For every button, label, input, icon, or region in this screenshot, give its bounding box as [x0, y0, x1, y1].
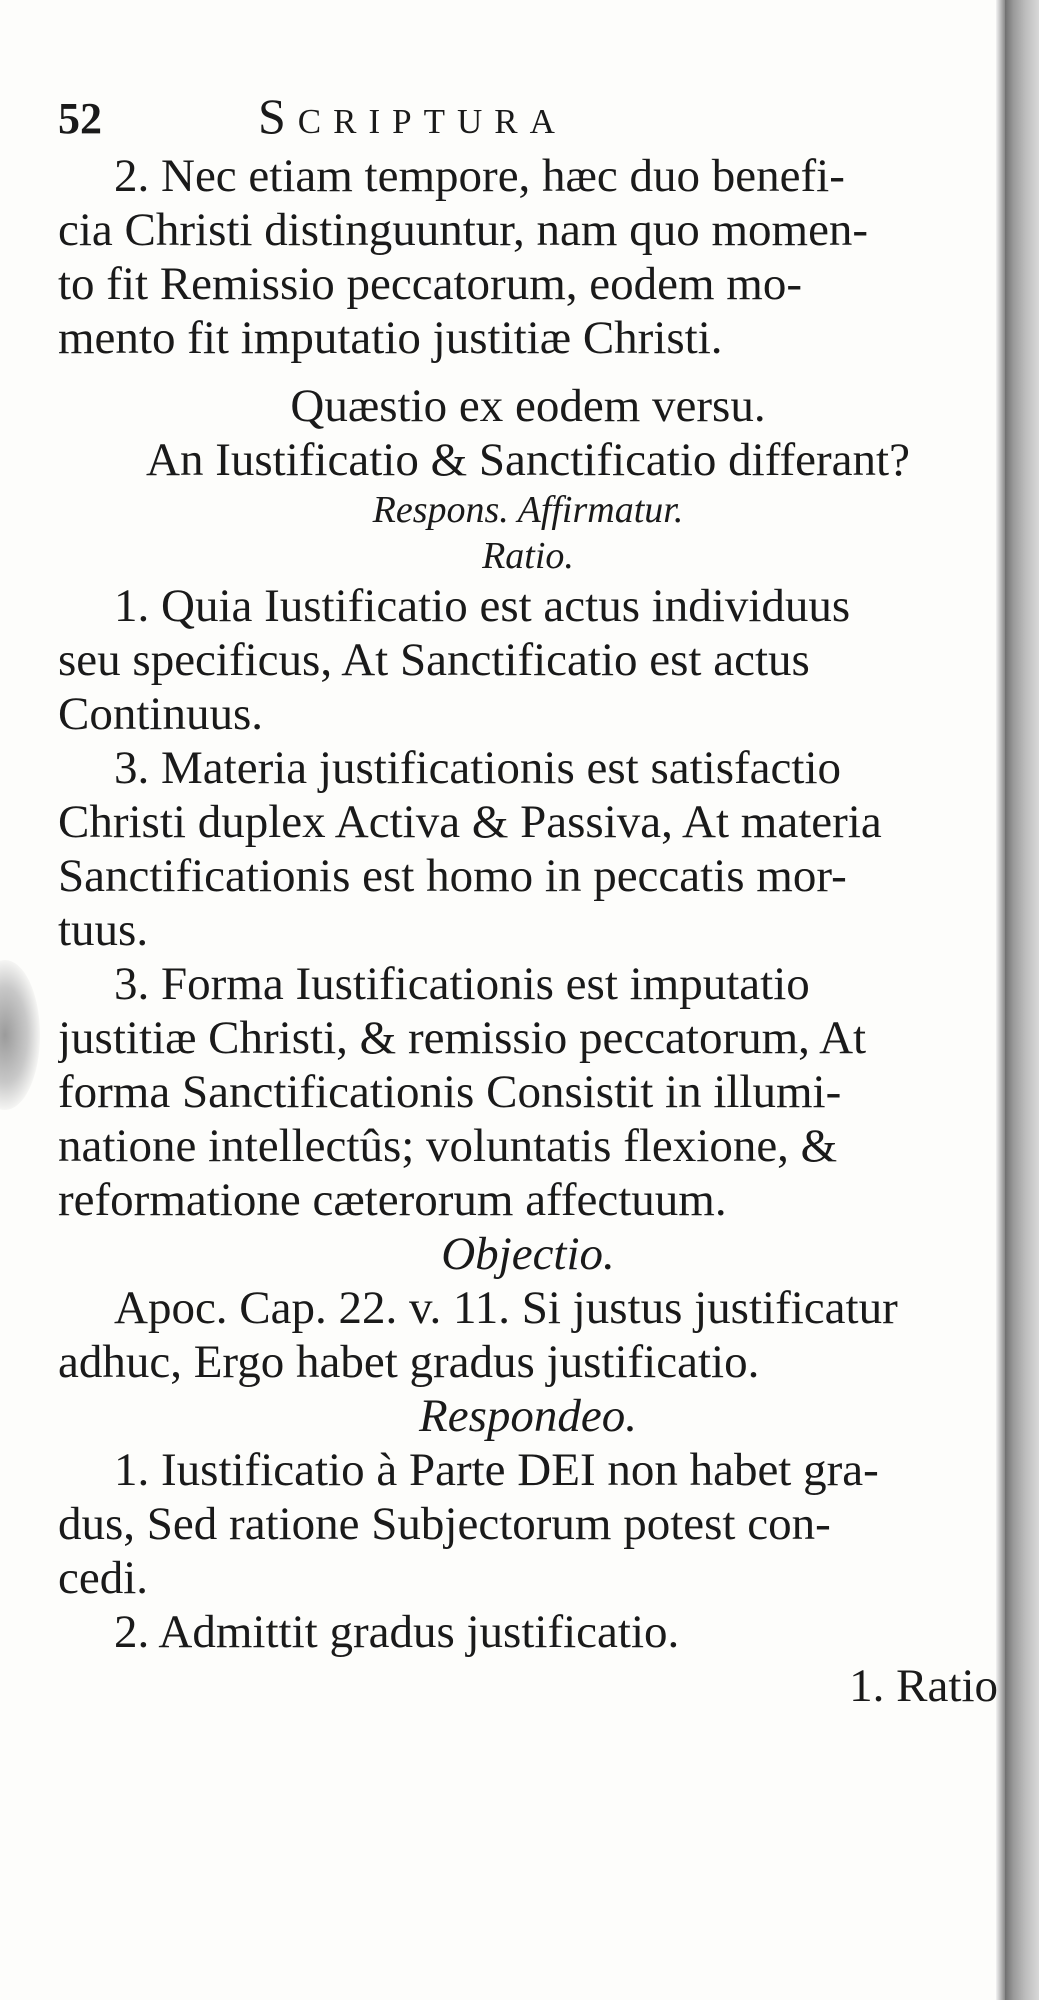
text-line: 3. Materia justificationis est satisfactio — [114, 742, 842, 794]
text-line: adhuc, Ergo habet gradus justificatio. — [58, 1336, 760, 1388]
text-line: dus, Sed ratione Subjectorum potest con- — [58, 1498, 831, 1550]
page-stain — [0, 960, 40, 1110]
respons-line: Respons. Affirmatur. — [372, 489, 684, 531]
text-line: Sanctificationis est homo in peccatis mor- — [58, 850, 847, 902]
catchword: 1. Ratio — [849, 1660, 998, 1712]
objectio-heading: Objectio. — [441, 1228, 615, 1280]
page-header — [58, 88, 998, 147]
text-line: cia Christi distinguuntur, nam quo momen- — [58, 204, 869, 256]
text-line: 2. Admittit gradus justificatio. — [114, 1606, 680, 1658]
text-line: to fit Remissio peccatorum, eodem mo- — [58, 258, 802, 310]
respondeo-heading: Respondeo. — [419, 1390, 637, 1442]
text-line: 3. Forma Iustificationis est imputatio — [114, 958, 810, 1010]
text-line: Continuus. — [58, 688, 264, 740]
text-line: justitiæ Christi, & remissio peccatorum, At — [58, 1012, 867, 1064]
question-heading: Quæstio ex eodem versu. — [290, 380, 766, 432]
binding-gutter — [1005, 0, 1039, 2000]
text-line: Apoc. Cap. 22. v. 11. Si justus justificatur — [114, 1282, 898, 1334]
question-text: An Iustificatio & Sanctificatio differant? — [146, 434, 910, 486]
text-line: Christi duplex Activa & Passiva, At materia — [58, 796, 882, 848]
text-line: cedi. — [58, 1552, 149, 1604]
text-line: 1. Iustificatio à Parte DEI non habet gra- — [114, 1444, 879, 1496]
text-line: seu specificus, At Sanctificatio est actus — [58, 634, 810, 686]
text-line: natione intellectûs; voluntatis flexione, & — [58, 1120, 838, 1172]
text-line: reformatione cæterorum affectuum. — [58, 1174, 727, 1226]
text-line: tuus. — [58, 904, 149, 956]
text-line: 1. Quia Iustificatio est actus individuus — [114, 580, 851, 632]
page-number: 52 — [58, 94, 102, 143]
text-line: 2. Nec etiam tempore, hæc duo benefi- — [114, 150, 845, 202]
page-text — [58, 88, 998, 1713]
running-title: Scriptura — [258, 88, 567, 144]
text-line: forma Sanctificationis Consistit in illumi- — [58, 1066, 842, 1118]
text-line: mento fit imputatio justitiæ Christi. — [58, 312, 723, 364]
ratio-heading: Ratio. — [482, 535, 574, 577]
